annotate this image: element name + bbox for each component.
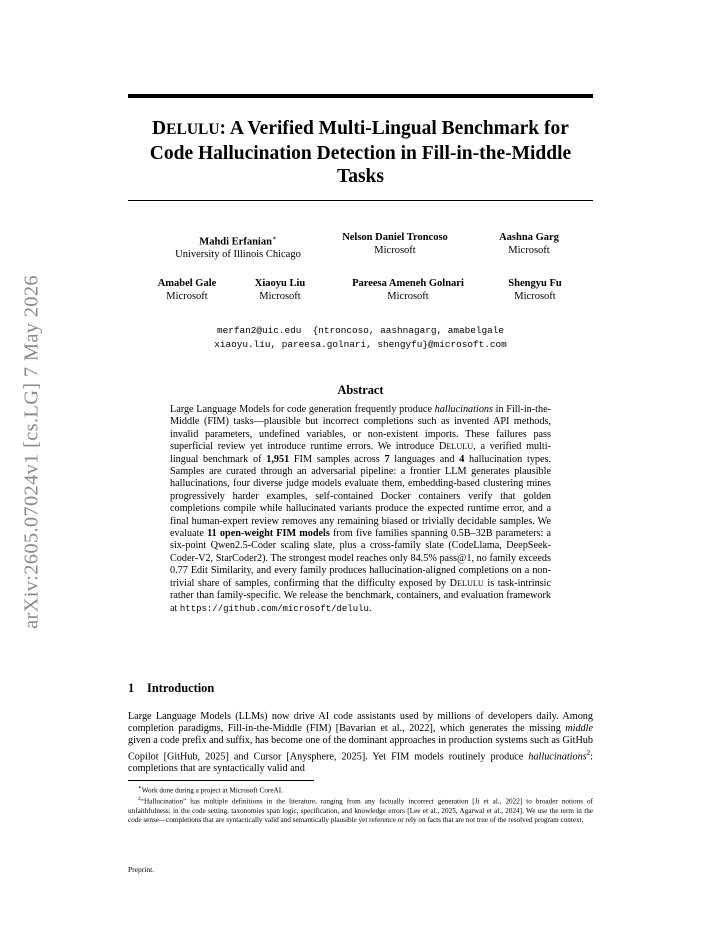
- preprint-label: Preprint.: [128, 865, 155, 874]
- abstract-heading: Abstract: [337, 383, 384, 397]
- author-name: Xiaoyu Liu: [254, 278, 306, 289]
- author-emails: [128, 324, 593, 351]
- author-entry: [484, 232, 574, 257]
- email-line-1: merfan2@uic.edu {ntroncoso, aashnagarg, amabelgale: [217, 325, 504, 336]
- arxiv-identifier: arXiv:2605.07024v1 [cs.LG] 7 May 2026: [20, 275, 43, 629]
- author-entry: [320, 232, 470, 257]
- footnote-reference[interactable]: 2: [586, 749, 591, 757]
- author-entry: [490, 278, 580, 303]
- section-number: 1: [128, 681, 135, 695]
- title-bottom-rule: [128, 200, 593, 201]
- author-affiliation: Microsoft: [514, 290, 556, 302]
- footnote-2: $^2$“Hallucination” has multiple definitions in the literature, ranging from any factually incorrect generation [Ji et al., 2022] to broader notions of unfaithfulness; in the code setting, taxonomies span logic, specification, and knowledge errors [Lee et al., 2025, Agarwal et al., 2024]. We use the term in the code sense—completions that are syntactically valid and semantically plausible yet reference or rely on facts that are not true of the resolved program context.: [128, 796, 593, 824]
- author-entry: [148, 232, 328, 262]
- author-footnote-mark: ∗: [271, 234, 277, 242]
- abstract-body: Large Language Models for code generation frequently produce hallucinations in Fill-in-the-Middle (FIM) tasks—plausible but incorrect completions such as invented API methods, invalid parameters, undefined variables, or non-existent imports. These failures pass superficial review yet introduce runtime errors. We introduce DELULU, a verified multi-lingual benchmark of 1,951 FIM samples across 7 languages and 4 hallucination types. Samples are curated through an adversarial pipeline: a frontier LLM generates plausible hallucinations, four diverse judge models evaluate them, embedding-based clustering mines progressively harder examples, self-contained Docker containers verify that golden completions compile while hallucinated variants produce the expected runtime error, and a final human-expert review removes any remaining biased or trivially decidable samples. We evaluate 11 open-weight FIM models from five families spanning 0.5B–32B parameters: a six-point Qwen2.5-Coder scaling slate, plus a cross-family slate (CodeLlama, DeepSeek-Coder-V2, StarCoder2). The strongest model reaches only 84.5% pass@1, no family exceeds 0.77 Edit Similarity, and every family produces hallucination-aligned completions on a non-trivial share of samples, confirming that the difficulty exposed by DELULU is task-intrinsic rather than family-specific. We release the benchmark, containers, and evaluation framework at https://github.com/microsoft/delulu.: [170, 404, 551, 614]
- author-affiliation: Microsoft: [387, 290, 429, 302]
- footnote-rule: [128, 780, 314, 781]
- title-name-smallcaps: ELULU: [166, 121, 220, 138]
- author-affiliation: Microsoft: [508, 244, 550, 256]
- footnotes: [128, 784, 593, 825]
- author-affiliation: Microsoft: [166, 290, 208, 302]
- title-line-3: Tasks: [337, 166, 384, 187]
- author-entry: [235, 278, 325, 303]
- author-name: Amabel Gale: [157, 278, 217, 289]
- introduction-paragraph: Large Language Models (LLMs) now drive AI code assistants used by millions of developers daily. Among completion paradigms, Fill-in-the-Middle (FIM) [Bavarian et al., 2022], which generates the missing middle given a code prefix and suffix, has become one of the dominant approaches in production systems such as GitHub Copilot [GitHub, 2025] and Cursor [Anysphere, 2025]. Yet FIM models routinely produce hallucinations$^2$: completions that are syntactically valid and: [128, 711, 593, 775]
- author-name: Pareesa Ameneh Golnari: [352, 278, 464, 289]
- title-name-initial: D: [152, 118, 167, 139]
- title-line-2: Code Hallucination Detection in Fill-in-the-Middle: [149, 142, 572, 164]
- email-line-2: xiaoyu.liu, pareesa.golnari, shengyfu}@microsoft.com: [214, 338, 507, 350]
- title-line-1: : A Verified Multi-Lingual Benchmark for: [219, 118, 569, 139]
- paper-title: [128, 117, 593, 189]
- author-entry: [328, 278, 488, 303]
- author-affiliation: University of Illinois Chicago: [175, 249, 301, 260]
- author-name: Aashna Garg: [499, 232, 559, 243]
- author-name: Shengyu Fu: [508, 278, 562, 289]
- footnote-1: ∗Work done during a project at Microsoft CoreAI.: [138, 785, 283, 795]
- benchmark-url-link[interactable]: https://github.com/microsoft/delulu: [179, 603, 369, 614]
- section-heading-introduction: [128, 681, 214, 696]
- author-affiliation: Microsoft: [374, 244, 416, 256]
- author-entry: [142, 278, 232, 303]
- author-name: Mahdi Erfanian: [199, 236, 272, 248]
- author-name: Nelson Daniel Troncoso: [342, 232, 448, 243]
- title-top-rule: [128, 94, 593, 98]
- author-affiliation: Microsoft: [259, 290, 301, 302]
- section-title: Introduction: [147, 681, 215, 695]
